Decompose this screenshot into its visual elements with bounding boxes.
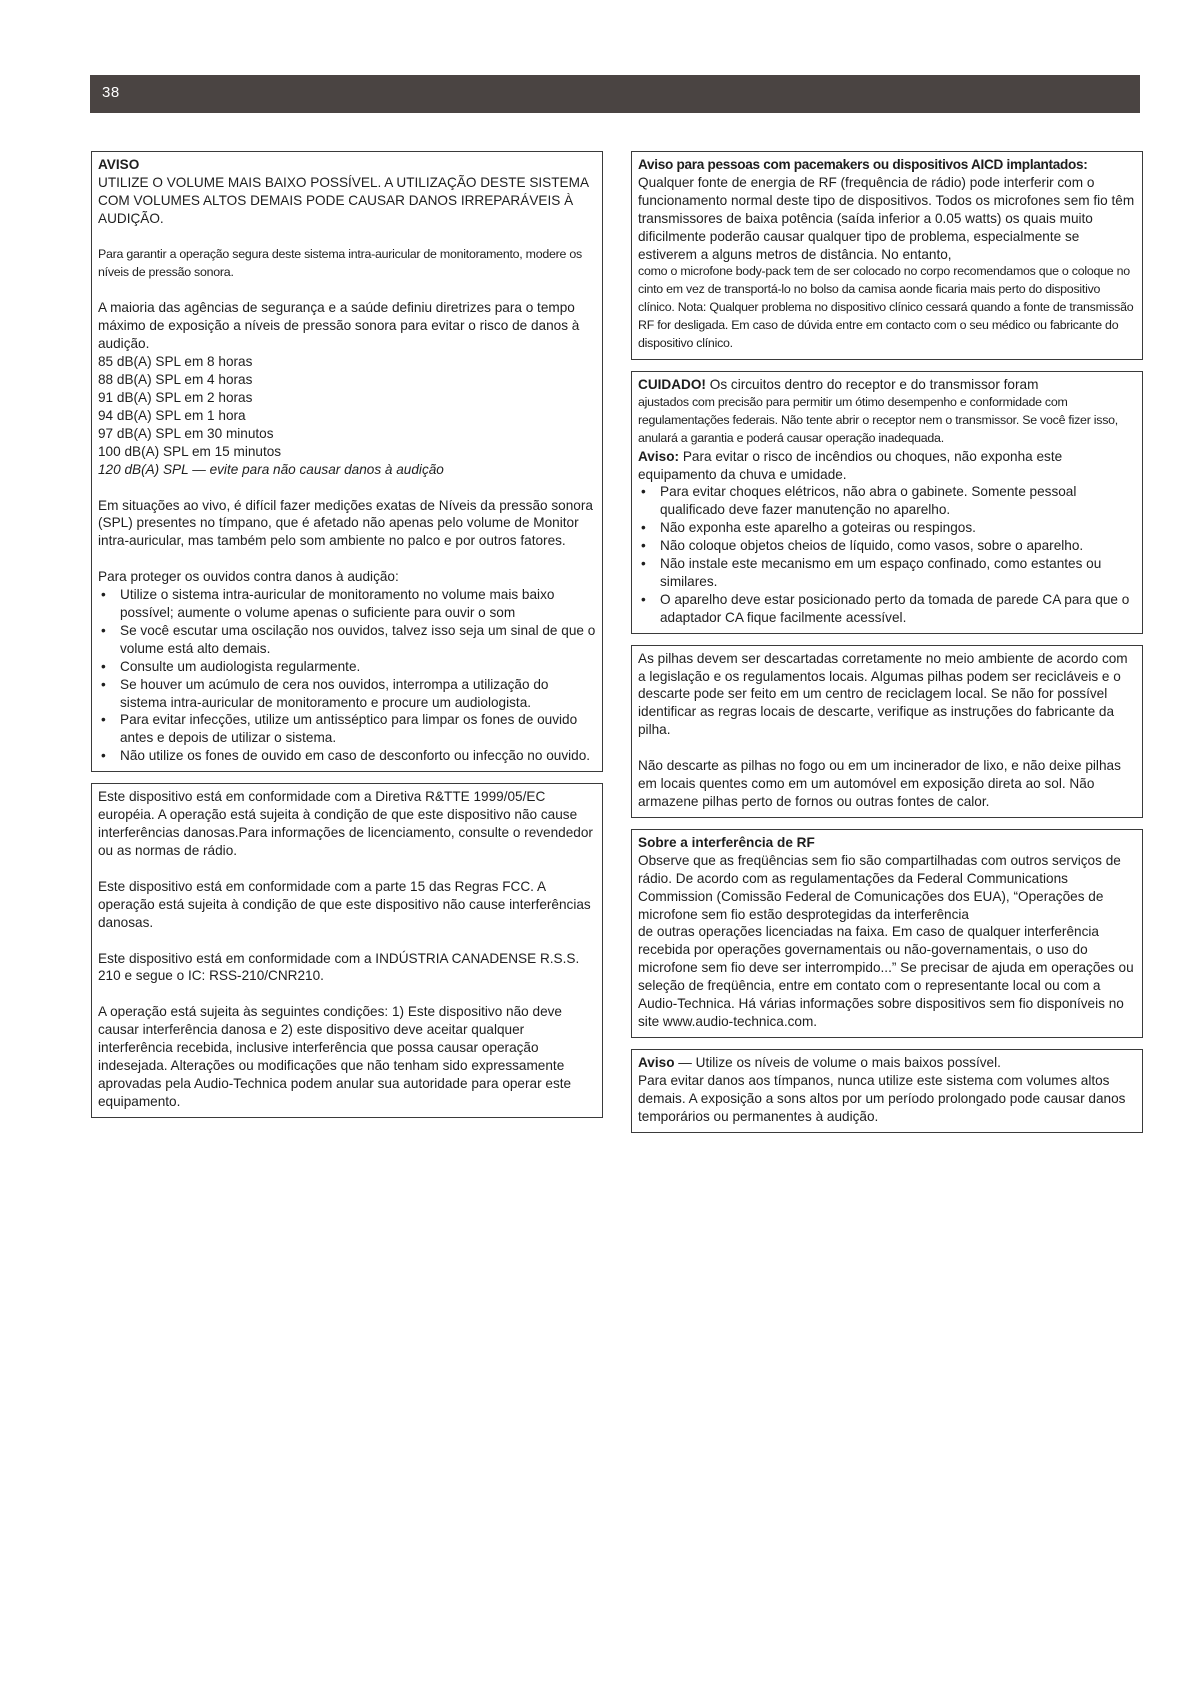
spl-level: 91 dB(A) SPL em 2 horas	[98, 389, 253, 405]
spl-level: 94 dB(A) SPL em 1 hora	[98, 407, 246, 423]
spl-level: 100 dB(A) SPL em 15 minutos	[98, 443, 282, 459]
list-item: • Utilize o sistema intra-auricular de monitoramento no volume mais baixo possível; aumente o volume apenas o suficiente para ouvir o som	[98, 586, 596, 622]
spl-level: 85 dB(A) SPL em 8 horas	[98, 354, 253, 370]
caution-title: CUIDADO!	[638, 376, 706, 392]
batteries-box	[631, 645, 1143, 818]
aviso-label: Aviso:	[638, 448, 680, 464]
operation-conditions: A operação está sujeita às seguintes condições: 1) Este dispositivo não deve causar interferência danosa e 2) este dispositivo deve aceitar qualquer interferência recebida, inclusive interferência que possa causar operação indesejada. Alterações ou modificações que não tenham sido expressamente aprovadas pela Audio-Technica podem anular sua autoridade para operar este equipamento.	[98, 1004, 572, 1109]
volume-subtitle: — Utilize os níveis de volume o mais baixos possível.	[678, 1054, 1001, 1070]
volume-title: Aviso	[638, 1054, 675, 1070]
protect-list	[98, 586, 596, 765]
right-column	[631, 151, 1143, 1144]
list-item: • Não coloque objetos cheios de líquido, como vasos, sobre o aparelho.	[638, 537, 1136, 555]
aviso-text: Para evitar o risco de incêndios ou choques, não exponha este equipamento da chuva e umidade.	[638, 448, 1063, 482]
volume-text: Para evitar danos aos tímpanos, nunca utilize este sistema com volumes altos demais. A exposição a sons altos por um período prolongado pode causar danos temporários ou permanentes à audição.	[638, 1072, 1126, 1124]
header-bar	[90, 75, 1140, 113]
pacemaker-text-cont: como o microfone body-pack tem de ser colocado no corpo recomendamos que o coloque no cinto em vez de transportá-lo no bolso da camisa aonde ficaria mais perto do dispositivo clínico. Nota: Qualquer problema no dispositivo clínico cessará quando a fonte de transmissão RF for desligada. Em caso de dúvida entre em contacto com o seu médico ou fabricante do dispositivo clínico.	[638, 264, 1134, 351]
live-situations-text: Em situações ao vivo, é difícil fazer medições exatas de Níveis da pressão sonora (SPL) presentes no tímpano, que é afetado não apenas pelo volume de Monitor intra-auricular, mas também pelo som ambiente no palco e por outros fatores.	[98, 497, 593, 549]
spl-level: 97 dB(A) SPL em 30 minutos	[98, 425, 274, 441]
batteries-fire: Não descarte as pilhas no fogo ou em um incinerador de lixo, e não deixe pilhas em locais quentes como em um automóvel em exposição direta ao sol. Não armazene pilhas perto de fornos ou outras fontes de calor.	[638, 758, 1121, 809]
pacemaker-text: Qualquer fonte de energia de RF (frequência de rádio) pode interferir com o funcionamento normal deste tipo de dispositivos. Todos os microfones sem fio têm transmissores de baixa potência (saída inferior a 0.05 watts) os quais muito dificilmente poderão causar qualquer tipo de problema, especialmente se estiverem a alguns metros de distância. No entanto,	[638, 174, 1135, 262]
list-item: • O aparelho deve estar posicionado perto da tomada de parede CA para que o adaptador CA fique facilmente acessível.	[638, 591, 1136, 627]
fcc-compliance: Este dispositivo está em conformidade com a parte 15 das Regras FCC. A operação está sujeita à condição de que este dispositivo não cause interferências danosas.	[98, 878, 591, 930]
batteries-disposal: As pilhas devem ser descartadas corretamente no meio ambiente de acordo com a legislação e os regulamentos locais. Algumas pilhas podem ser recicláveis e o descarte pode ser feito em um centro de reciclagem local. Se não for possível identificar as regras locais de descarte, verifique as instruções do fabricante da pilha.	[638, 650, 1128, 738]
rf-text: Observe que as freqüências sem fio são compartilhadas com outros serviços de rádio. De acordo com as regulamentações da Federal Communications Commission (Comissão Federal de Comunicações dos EUA), “Operações de microfone sem fio estão desprotegidas da interferência	[638, 852, 1121, 922]
spl-level-avoid: 120 dB(A) SPL — evite para não causar danos à audição	[98, 461, 444, 477]
list-item: • Se houver um acúmulo de cera nos ouvidos, interrompa a utilização do sistema intra-auricular de monitoramento e procure um audiologista.	[98, 676, 596, 712]
pacemaker-title: Aviso para pessoas com pacemakers ou dispositivos AICD implantados:	[638, 157, 1088, 172]
list-item: • Não exponha este aparelho a goteiras ou respingos.	[638, 519, 1136, 537]
spl-level: 88 dB(A) SPL em 4 horas	[98, 372, 253, 388]
list-item: • Não instale este mecanismo em um espaço confinado, como estantes ou similares.	[638, 555, 1136, 591]
rf-interference-box	[631, 829, 1143, 1038]
list-item: • Não utilize os fones de ouvido em caso de desconforto ou infecção no ouvido.	[98, 747, 596, 765]
list-item: • Para evitar choques elétricos, não abra o gabinete. Somente pessoal qualificado deve fazer manutenção no aparelho.	[638, 483, 1136, 519]
protect-intro: Para proteger os ouvidos contra danos à audição:	[98, 569, 399, 585]
hearing-warning-box	[91, 151, 603, 772]
pacemaker-box	[631, 151, 1143, 360]
caution-text-cont: ajustados com precisão para permitir um ótimo desempenho e conformidade com regulamentações federais. Não tente abrir o receptor nem o transmissor. Se você fizer isso, anulará a garantia e poderá causar operação inadequada.	[638, 394, 1118, 445]
caution-text: Os circuitos dentro do receptor e do transmissor foram	[709, 376, 1039, 392]
rtte-compliance: Este dispositivo está em conformidade com a Diretiva R&TTE 1999/05/EC européia. A operação está sujeita à condição de que este dispositivo não cause interferências danosas.Para informações de licenciamento, consulte o revendedor ou as normas de rádio.	[98, 789, 593, 858]
page-number: 38	[102, 84, 120, 101]
compliance-box	[91, 783, 603, 1118]
warning-intro: Para garantir a operação segura deste sistema intra-auricular de monitoramento, modere os níveis de pressão sonora.	[98, 246, 582, 279]
caution-list	[638, 483, 1136, 626]
left-column	[91, 151, 603, 1129]
warning-headline: UTILIZE O VOLUME MAIS BAIXO POSSÍVEL. A UTILIZAÇÃO DESTE SISTEMA COM VOLUMES ALTOS DEMAIS PODE CAUSAR DANOS IRREPARÁVEIS À AUDIÇÃO.	[98, 174, 589, 226]
rf-title: Sobre a interferência de RF	[638, 834, 815, 850]
list-item: • Para evitar infecções, utilize um antisséptico para limpar os fones de ouvido antes e depois de utilizar o sistema.	[98, 711, 596, 747]
warning-guidelines: A maioria das agências de segurança e a saúde definiu diretrizes para o tempo máximo de exposição a níveis de pressão sonora para evitar o risco de danos à audição.	[98, 300, 580, 352]
rf-text-cont: de outras operações licenciadas na faixa. Em caso de qualquer interferência recebida por operações governamentais ou não-governamentais, o uso do microfone sem fio deve ser interrompido...” Se precisar de ajuda em operações ou seleção de freqüência, entre em contato com o representante local ou com a Audio-Technica. Há várias informações sobre dispositivos sem fio disponíveis no site www.audio-technica.com.	[638, 924, 1134, 1029]
canada-compliance: Este dispositivo está em conformidade com a INDÚSTRIA CANADENSE R.S.S. 210 e segue o IC: RSS-210/CNR210.	[98, 950, 580, 984]
volume-warning-box	[631, 1049, 1143, 1133]
warning-title: AVISO	[98, 157, 140, 172]
list-item: • Consulte um audiologista regularmente.	[98, 658, 596, 676]
list-item: • Se você escutar uma oscilação nos ouvidos, talvez isso seja um sinal de que o volume está alto demais.	[98, 622, 596, 658]
caution-box	[631, 371, 1143, 634]
